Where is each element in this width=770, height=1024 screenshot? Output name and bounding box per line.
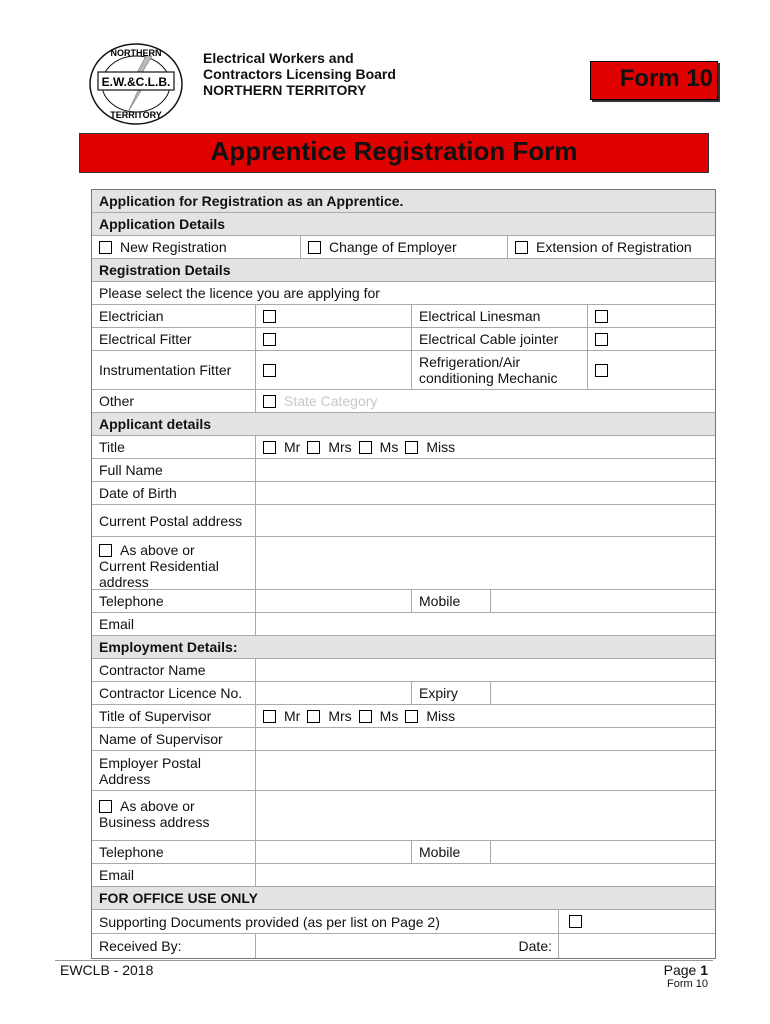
- employer-email-row: [92, 864, 715, 887]
- supervisor-mr-label: Mr: [284, 708, 301, 724]
- org-line-3: NORTHERN TERRITORY: [203, 82, 367, 98]
- employment-details-heading: Employment Details:: [99, 639, 238, 655]
- residential-label: Current Residential address: [99, 558, 219, 590]
- email-label: Email: [99, 616, 135, 632]
- business-as-above-label: As above or: [120, 798, 195, 814]
- supervisor-miss-checkbox[interactable]: [405, 710, 418, 723]
- miss-checkbox[interactable]: [405, 441, 418, 454]
- business-address-row: [92, 791, 715, 841]
- date-field[interactable]: [558, 934, 715, 958]
- supervisor-title-options: [255, 705, 715, 727]
- residential-as-above[interactable]: [99, 542, 255, 558]
- cable-jointer-label: Electrical Cable jointer: [411, 328, 587, 350]
- page-number: 1: [700, 962, 708, 978]
- instrumentation-choice[interactable]: [255, 351, 411, 389]
- electrician-checkbox[interactable]: [263, 310, 276, 323]
- mrs-label: Mrs: [328, 439, 352, 455]
- expiry-field[interactable]: [490, 682, 715, 704]
- supervisor-ms-checkbox[interactable]: [359, 710, 372, 723]
- applicant-title-miss[interactable]: [405, 439, 455, 455]
- employer-postal-row: [92, 751, 715, 791]
- change-of-employer-label: Change of Employer: [329, 239, 457, 255]
- form-number-badge: [590, 61, 718, 100]
- supervisor-title-label: Title of Supervisor: [99, 708, 212, 724]
- application-details-heading: Application Details: [99, 216, 226, 232]
- organisation-name: [203, 50, 396, 98]
- electrician-label: Electrician: [99, 308, 164, 324]
- title-banner: [79, 133, 709, 173]
- supervisor-ms-label: Ms: [379, 708, 399, 724]
- licence-no-field[interactable]: [255, 682, 411, 704]
- footer-page: [664, 962, 708, 978]
- mr-label: Mr: [284, 439, 301, 455]
- residential-label-block: [92, 537, 255, 589]
- instrumentation-checkbox[interactable]: [263, 364, 276, 377]
- business-address-field[interactable]: [255, 791, 715, 840]
- employer-email-field[interactable]: [255, 864, 715, 886]
- employment-details-row: [92, 636, 715, 659]
- registration-details-row: [92, 259, 715, 282]
- supervisor-title-mrs[interactable]: [307, 708, 351, 724]
- form-heading-row: [92, 190, 715, 213]
- postal-field[interactable]: [255, 505, 715, 536]
- option-new-registration[interactable]: [92, 236, 300, 258]
- telephone-row: [92, 590, 715, 613]
- residential-row: [92, 537, 715, 590]
- email-row: [92, 613, 715, 636]
- supervisor-miss-label: Miss: [426, 708, 456, 724]
- fitter-checkbox[interactable]: [263, 333, 276, 346]
- fitter-label: Electrical Fitter: [99, 331, 192, 347]
- applicant-title-ms[interactable]: [359, 439, 399, 455]
- change-of-employer-checkbox[interactable]: [308, 241, 321, 254]
- option-extension[interactable]: [507, 236, 715, 258]
- dob-label: Date of Birth: [99, 485, 177, 501]
- applicant-title-options: [255, 436, 715, 458]
- supporting-docs-choice[interactable]: [558, 910, 715, 933]
- linesman-choice[interactable]: [587, 305, 715, 327]
- residential-field[interactable]: [255, 537, 715, 589]
- employer-email-label: Email: [99, 867, 135, 883]
- extension-label: Extension of Registration: [536, 239, 692, 255]
- business-label-block: [92, 791, 255, 840]
- supervisor-mrs-checkbox[interactable]: [307, 710, 320, 723]
- org-line-2: Contractors Licensing Board: [203, 66, 396, 82]
- residential-as-above-label: As above or: [120, 542, 195, 558]
- supporting-docs-label: Supporting Documents provided (as per list on Page 2): [99, 913, 440, 930]
- supervisor-title-row: [92, 705, 715, 728]
- supporting-docs-row: [92, 910, 715, 934]
- email-field[interactable]: [255, 613, 715, 635]
- supervisor-mr-checkbox[interactable]: [263, 710, 276, 723]
- footer-form-number: Form 10: [667, 978, 708, 990]
- date-label: Date:: [518, 938, 552, 954]
- registration-form: [91, 189, 716, 959]
- supervisor-mrs-label: Mrs: [328, 708, 352, 724]
- refrigeration-checkbox[interactable]: [595, 364, 608, 377]
- received-row: [92, 934, 715, 958]
- application-details-row: [92, 213, 715, 236]
- option-change-of-employer[interactable]: [300, 236, 507, 258]
- licence-row-3: [92, 351, 715, 390]
- linesman-checkbox[interactable]: [595, 310, 608, 323]
- supporting-docs-checkbox[interactable]: [569, 915, 582, 928]
- other-checkbox[interactable]: [263, 395, 276, 408]
- employer-postal-field[interactable]: [255, 751, 715, 790]
- state-category-input[interactable]: State Category: [284, 393, 378, 409]
- ms-checkbox[interactable]: [359, 441, 372, 454]
- telephone-label: Telephone: [99, 593, 164, 609]
- footer-edition: EWCLB - 2018: [60, 962, 154, 978]
- supervisor-name-row: [92, 728, 715, 751]
- full-name-label: Full Name: [99, 462, 163, 478]
- licence-row-1: [92, 305, 715, 328]
- business-label: Business address: [99, 814, 210, 830]
- new-registration-label: New Registration: [120, 239, 227, 255]
- full-name-row: [92, 459, 715, 482]
- page-label: Page: [663, 962, 697, 978]
- contractor-name-label: Contractor Name: [99, 662, 206, 678]
- logo-bottom-text: TERRITORY: [110, 110, 162, 120]
- ewclb-logo: [88, 42, 184, 126]
- mobile-field[interactable]: [490, 590, 715, 612]
- org-line-1: Electrical Workers and: [203, 50, 354, 66]
- received-by-field[interactable]: [255, 934, 558, 958]
- employer-telephone-row: [92, 841, 715, 864]
- applicant-title-mr[interactable]: [263, 439, 300, 455]
- supervisor-name-label: Name of Supervisor: [99, 731, 223, 747]
- registration-details-heading: Registration Details: [99, 262, 231, 278]
- employer-telephone-label: Telephone: [99, 844, 164, 860]
- instrumentation-label: Instrumentation Fitter: [99, 362, 232, 378]
- contractor-name-field[interactable]: [255, 659, 715, 681]
- postal-row: [92, 505, 715, 537]
- other-choice[interactable]: [255, 390, 715, 412]
- postal-label: Current Postal address: [99, 512, 243, 529]
- cable-jointer-checkbox[interactable]: [595, 333, 608, 346]
- expiry-label: Expiry: [411, 682, 490, 704]
- mobile-label: Mobile: [411, 590, 490, 612]
- supervisor-title-mr[interactable]: [263, 708, 300, 724]
- applicant-title-label: Title: [99, 439, 125, 455]
- licence-no-row: [92, 682, 715, 705]
- employer-postal-label: Employer Postal Address: [99, 754, 201, 787]
- miss-label: Miss: [426, 439, 456, 455]
- dob-field[interactable]: [255, 482, 715, 504]
- applicant-details-heading: Applicant details: [99, 416, 212, 432]
- applicant-details-row: [92, 413, 715, 436]
- logo-center-text: E.W.&C.L.B.: [101, 75, 171, 89]
- linesman-label: Electrical Linesman: [411, 305, 587, 327]
- application-type-row: [92, 236, 715, 259]
- extension-checkbox[interactable]: [515, 241, 528, 254]
- logo-top-text: NORTHERN: [110, 48, 162, 58]
- refrigeration-choice[interactable]: [587, 351, 715, 389]
- cable-jointer-choice[interactable]: [587, 328, 715, 350]
- applicant-title-row: [92, 436, 715, 459]
- office-use-row: [92, 887, 715, 910]
- supervisor-title-ms[interactable]: [359, 708, 399, 724]
- new-registration-checkbox[interactable]: [99, 241, 112, 254]
- other-label: Other: [99, 393, 135, 409]
- footer-divider: [55, 960, 713, 961]
- form-heading: Application for Registration as an Apprentice.: [99, 193, 404, 209]
- supervisor-name-field[interactable]: [255, 728, 715, 750]
- mrs-checkbox[interactable]: [307, 441, 320, 454]
- employer-mobile-label: Mobile: [411, 841, 490, 863]
- office-use-heading: FOR OFFICE USE ONLY: [99, 890, 258, 906]
- licence-no-label: Contractor Licence No.: [99, 685, 243, 701]
- contractor-name-row: [92, 659, 715, 682]
- electrician-choice[interactable]: [255, 305, 411, 327]
- licence-row-other: [92, 390, 715, 413]
- refrigeration-label: Refrigeration/Air conditioning Mechanic: [411, 351, 587, 389]
- licence-prompt: Please select the licence you are applying for: [99, 285, 380, 301]
- dob-row: [92, 482, 715, 505]
- residential-as-above-checkbox[interactable]: [99, 544, 112, 557]
- licence-prompt-row: [92, 282, 715, 305]
- page-title: Apprentice Registration Form: [210, 136, 578, 166]
- business-as-above-checkbox[interactable]: [99, 800, 112, 813]
- ms-label: Ms: [379, 439, 399, 455]
- mr-checkbox[interactable]: [263, 441, 276, 454]
- supervisor-title-miss[interactable]: [405, 708, 455, 724]
- telephone-field[interactable]: [255, 590, 411, 612]
- form-number-label: Form 10: [619, 65, 713, 92]
- received-by-label: Received By:: [99, 938, 182, 954]
- licence-row-2: [92, 328, 715, 351]
- business-as-above[interactable]: [99, 798, 255, 814]
- fitter-choice[interactable]: [255, 328, 411, 350]
- full-name-field[interactable]: [255, 459, 715, 481]
- applicant-title-mrs[interactable]: [307, 439, 351, 455]
- employer-mobile-field[interactable]: [490, 841, 715, 863]
- employer-telephone-field[interactable]: [255, 841, 411, 863]
